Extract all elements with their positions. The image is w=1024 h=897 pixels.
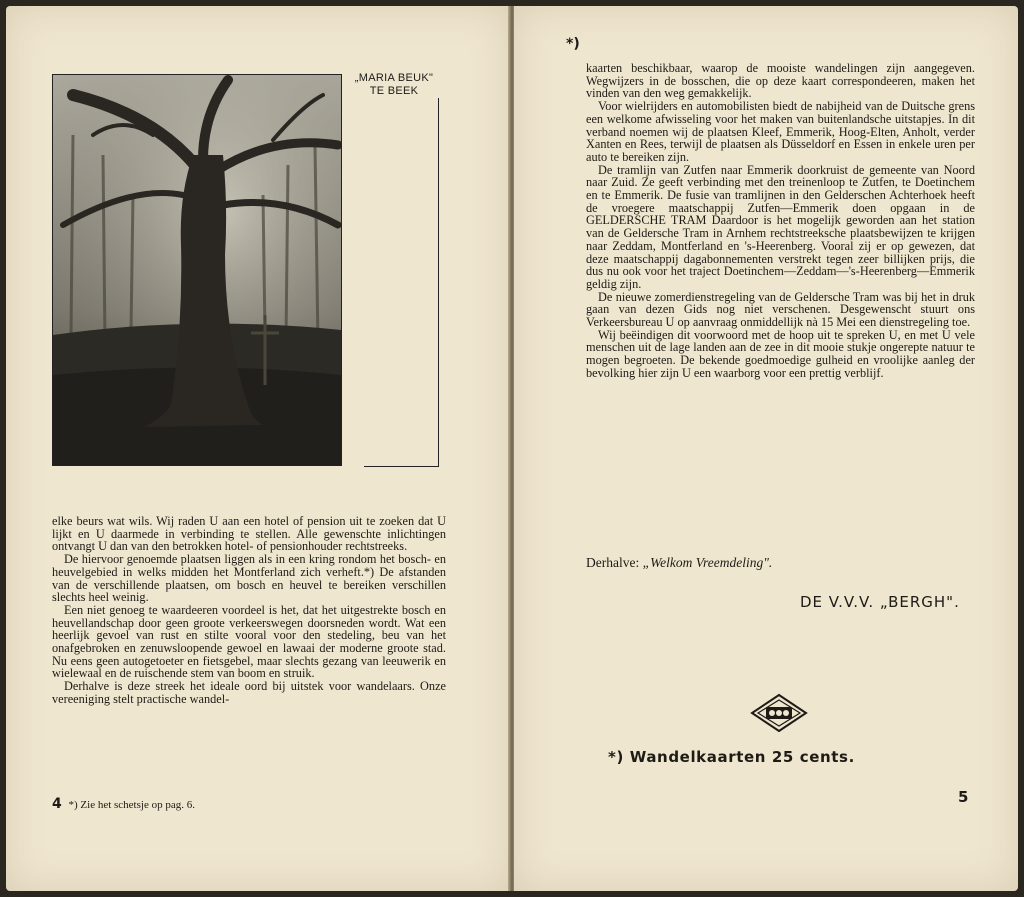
signature: DE V.V.V. „BERGH".: [800, 593, 960, 611]
footnote-marker: *): [566, 36, 580, 52]
page-number-right: 5: [958, 788, 969, 806]
closing-line: [586, 555, 772, 571]
caption-title: „MARIA BEUK": [354, 72, 434, 84]
tree-photo: [52, 74, 342, 466]
left-body-text: [52, 515, 446, 706]
footnote-text: *) Zie het schetsje op pag. 6.: [68, 799, 195, 811]
left-page: [6, 6, 510, 891]
paragraph: Voor wielrijders en automobilisten biedt de nabijheid van de Duitsche grens een welkome afwisseling voor het maken van buitenlandsche uitstapjes. In dit verband noemen wij de plaatsen Kleef, Emmerik, Hoog-Elten, Anholt, verder Xanten en Rees, terwijl de plaatsen als Düsseldorf en Essen in enkele uren per auto te bereiken zijn.: [586, 99, 975, 164]
closing-prefix: Derhalve:: [586, 555, 643, 570]
caption-subtitle: TE BEEK: [369, 85, 419, 97]
paragraph: Een niet genoeg te waardeeren voordeel is het, dat het uitgestrekte bosch en heuvellandschap door geen groote verkeerswegen doorsneden wordt. Wat een heerlijk gevoel van rust en stilte vooral voor den stedeling, beu van het onafgebroken en zenuwsloopende gewoel en lawaai der moderne groote stad. Nu eens geen autogetoeter en fietsgebel, maar slechts gezang van leeuwerik en wielewaal en de ruischende stem van boom en struik.: [52, 602, 446, 681]
paragraph: De tramlijn van Zutfen naar Emmerik doorkruist de gemeente van Noord naar Zuid. Ze geeft verbinding met den treinenloop te Zutfen, te Doetinchem en te Emmerik. De fusie van tramlijnen in den Gelderschen Achterhoek heeft de vroegere maatschappij Zutfen—Emmerik doen opgaan in de GELDERSCHE TRAM Daardoor is het mogelijk geworden aan het station van de Geldersche Tram in Arnhem rechtstreeksche plaatsbewijzen te krijgen naar Zeddam, Montferland en 's-Heerenberg. Vooral zij er op gewezen, dat deze maatschappij dagabonnementen verstrekt tegen zeer billijken prijs, die dus nu ook voor het traject Doetinchem—Zeddam—'s-Heerenberg—Emmerik geldig zijn.: [586, 162, 975, 291]
paragraph: Derhalve is deze streek het ideale oord bij uitstek voor wandelaars. Onze vereeniging stelt practische wandel-: [52, 679, 446, 706]
photo-caption: [346, 72, 442, 98]
page-number-left: 4: [52, 796, 62, 812]
paragraph: De hiervoor genoemde plaatsen liggen als in een kring rondom het bosch- en heuvelgebied in welks midden het Montferland zich verheft.*) De afstanden van de verschillende plaatsen, om bosch en heuvel te bereiken verschillen slechts heel weinig.: [52, 552, 446, 605]
paragraph: De nieuwe zomerdienstregeling van de Geldersche Tram was bij het in druk gaan van dezen Gids nog niet verschenen. Desgewenscht stuurt ons Verkeersbureau U op aanvraag onmiddellijk nà 15 Mei een dienstregeling toe.: [586, 289, 975, 330]
paragraph: Wij beëindigen dit voorwoord met de hoop uit te spreken U, en met U vele menschen uit de lage landen aan de zee in dit mooie stukje ongerepte natuur te mogen begroeten. De bekende goedmoedige gulheid en vroolijke aanleg der bevolking hier zijn U een waarborg voor een prettig verblijf.: [586, 327, 975, 380]
right-body-text: [586, 62, 975, 380]
emblem-icon: [750, 693, 808, 733]
paragraph: kaarten beschikbaar, waarop de mooiste wandelingen zijn aangegeven. Wegwijzers in de bosschen, die op deze kaart correspondeeren, maken het vinden van den weg gemakkelijk.: [586, 61, 975, 101]
paragraph: elke beurs wat wils. Wij raden U aan een hotel of pension uit te zoeken dat U lijkt en U daarmede in verbinding te stellen. Alle gewenschte inlichtingen ontvangt U dan van den betrokken hotel- of pensionhouder rechtstreeks.: [52, 514, 446, 554]
closing-quote: „Welkom Vreemdeling".: [642, 555, 773, 570]
footnote-left: [52, 796, 195, 812]
caption-bracket: [364, 98, 439, 467]
bottom-note: *) Wandelkaarten 25 cents.: [608, 748, 855, 766]
